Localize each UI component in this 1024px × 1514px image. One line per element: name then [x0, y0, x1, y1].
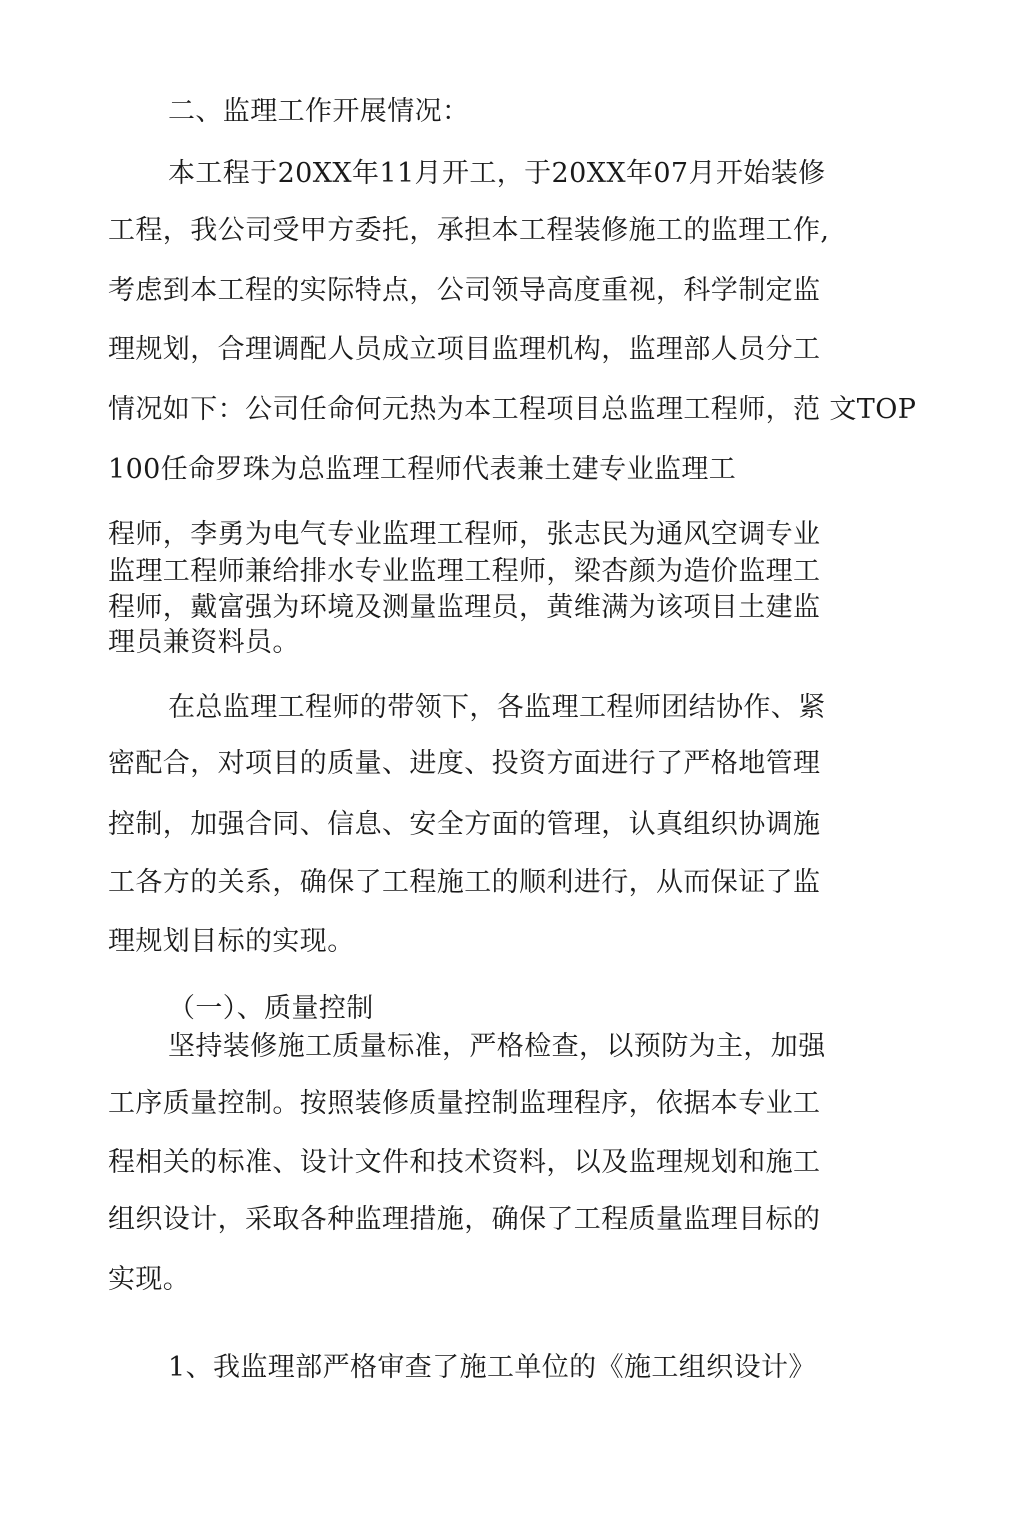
paragraph-line: 工程，我公司受甲方委托，承担本工程装修施工的监理工作, — [108, 215, 830, 246]
paragraph-line: 坚持装修施工质量标准，严格检查，以预防为主，加强 — [168, 1031, 826, 1062]
list-item: 1、我监理部严格审查了施工单位的《施工组织设计》 — [168, 1352, 816, 1383]
paragraph-line: 程师，戴富强为环境及测量监理员，黄维满为该项目土建监 — [108, 592, 821, 623]
paragraph-line: 工各方的关系，确保了工程施工的顺利进行，从而保证了监 — [108, 867, 821, 898]
paragraph-line: 100任命罗珠为总监理工程师代表兼土建专业监理工 — [108, 454, 737, 485]
paragraph-line: 理员兼资料员。 — [108, 627, 300, 658]
paragraph-line: 控制，加强合同、信息、安全方面的管理，认真组织协调施 — [108, 809, 821, 840]
paragraph-line: 密配合，对项目的质量、进度、投资方面进行了严格地管理 — [108, 748, 821, 779]
paragraph-line: 在总监理工程师的带领下，各监理工程师团结协作、紧 — [168, 692, 826, 723]
paragraph-line: 监理工程师兼给排水专业监理工程师，梁杏颜为造价监理工 — [108, 556, 821, 587]
paragraph-line: 本工程于20XX年11月开工，于20XX年07月开始装修 — [168, 158, 826, 189]
paragraph-line: 程师，李勇为电气专业监理工程师，张志民为通风空调专业 — [108, 519, 821, 550]
paragraph-line: 理规划目标的实现。 — [108, 926, 355, 957]
paragraph-line: 组织设计，采取各种监理措施，确保了工程质量监理目标的 — [108, 1204, 821, 1235]
paragraph-line: 工序质量控制。按照装修质量控制监理程序，依据本专业工 — [108, 1088, 821, 1119]
paragraph-line: 理规划，合理调配人员成立项目监理机构，监理部人员分工 — [108, 334, 821, 365]
subsection-heading: （一）、质量控制 — [168, 993, 374, 1024]
paragraph-line: 程相关的标准、设计文件和技术资料，以及监理规划和施工 — [108, 1147, 821, 1178]
paragraph-line: 考虑到本工程的实际特点，公司领导高度重视，科学制定监 — [108, 275, 821, 306]
section-heading: 二、监理工作开展情况： — [168, 96, 470, 127]
paragraph-line: 实现。 — [108, 1264, 191, 1295]
paragraph-line: 情况如下：公司任命何元热为本工程项目总监理工程师，范 文TOP — [108, 394, 917, 425]
